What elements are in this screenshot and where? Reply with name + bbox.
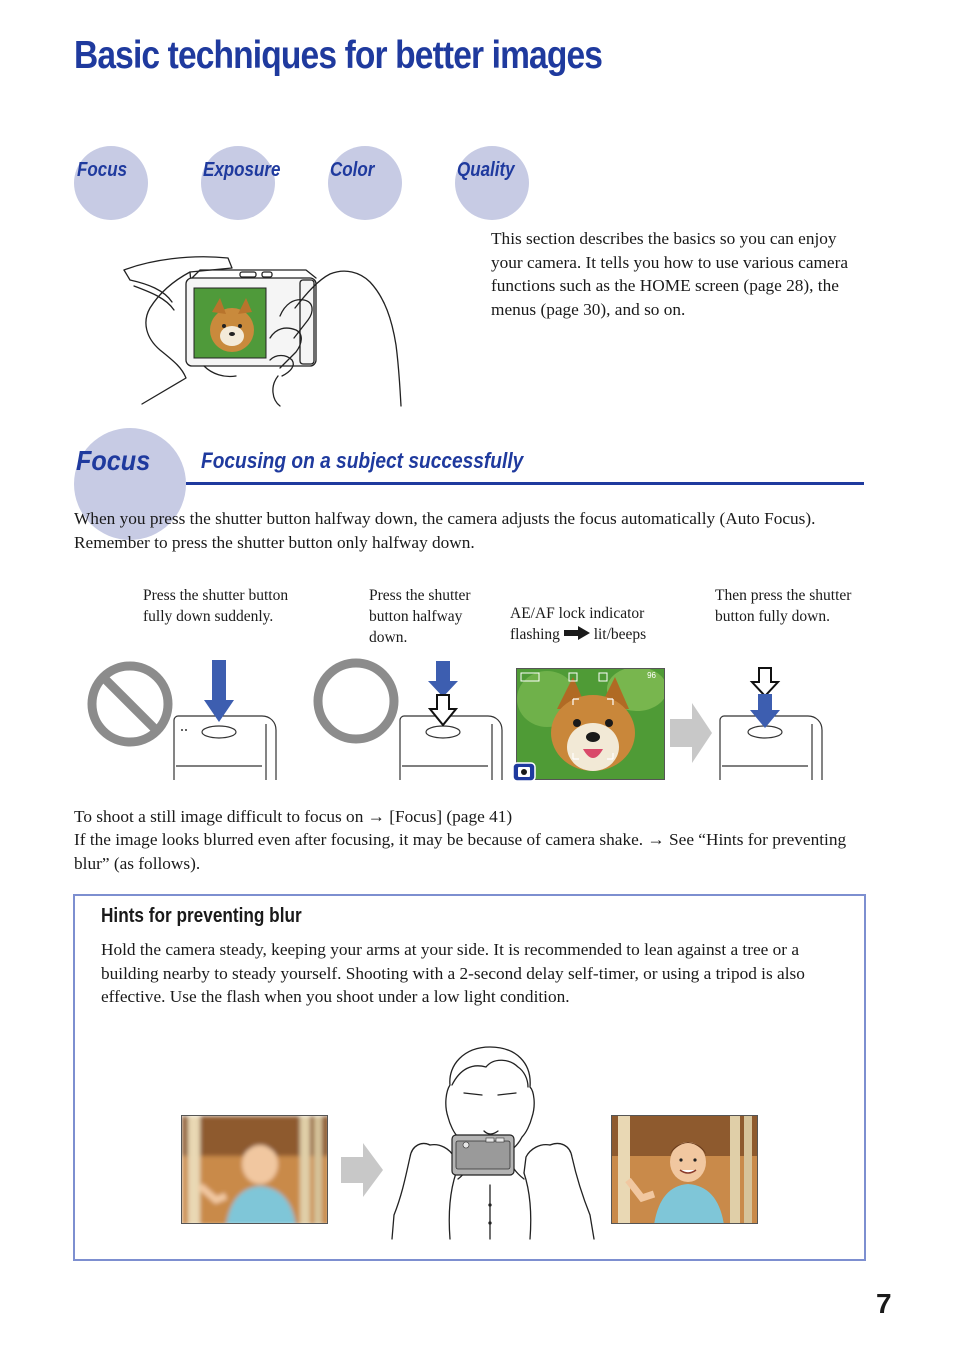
- lcd-screen-photo: [516, 668, 665, 780]
- arrow-right-icon: [564, 626, 590, 640]
- step-half-press-illustration: [312, 657, 507, 782]
- caption-indicator-result: lit/beeps: [593, 626, 647, 643]
- topic-circle-focus: [74, 146, 148, 220]
- topic-circle-quality: [455, 146, 529, 220]
- focus-note-1: [74, 805, 864, 829]
- page-number: 7: [876, 1288, 892, 1319]
- hints-body: Hold the camera steady, keeping your arms at your side. It is recommended to lean against a tree or a building nearby to steady yourself. Shooting with a 2-second delay self-timer, or using a tripod is also effective. Use the flash when you shoot under a low light condition.: [101, 940, 805, 1007]
- next-step-arrow-icon: [670, 703, 712, 763]
- sharp-photo: [611, 1115, 758, 1224]
- focus-note-2: [74, 828, 864, 875]
- focus-note-1-link: [Focus] (page 41): [389, 807, 513, 826]
- ae-af-lock-indicator-icon: [512, 762, 536, 782]
- lcd-shots-remaining: 96: [647, 671, 656, 680]
- topic-label-color: Color: [330, 159, 375, 181]
- focus-paragraph: When you press the shutter button halfway down, the camera adjusts the focus automatically (Auto Focus). Remember to press the shutter button only halfway down.: [74, 509, 816, 552]
- caption-indicator: [510, 603, 700, 645]
- focus-section-subheading: Focusing on a subject successfully: [201, 448, 524, 473]
- topic-label-quality: Quality: [457, 159, 515, 181]
- step-wrong-full-press-illustration: [86, 660, 281, 782]
- caption-indicator-line1: AE/AF lock indicator: [510, 605, 645, 622]
- blurred-photo: [181, 1115, 328, 1224]
- caption-then-full-press: Then press the shutter button fully down.: [715, 587, 852, 625]
- focus-note-2-link: See “Hints for preventing blur” (as follows).: [74, 830, 847, 873]
- caption-half-press: Press the shutter button halfway down.: [369, 587, 471, 646]
- hands-holding-camera-illustration: [120, 250, 405, 408]
- ok-ring-icon: [318, 663, 394, 739]
- prohibited-icon: [92, 666, 168, 742]
- hints-title: Hints for preventing blur: [101, 905, 302, 927]
- arrow-icon: →: [367, 807, 385, 826]
- person-holding-camera-illustration: [390, 1045, 596, 1241]
- topic-circle-exposure: [201, 146, 275, 220]
- topic-label-focus: Focus: [77, 159, 128, 181]
- arrow-icon: →: [647, 830, 665, 849]
- focus-section-heading: Focus: [76, 445, 151, 476]
- topic-circle-color: [328, 146, 402, 220]
- caption-indicator-flashing: flashing: [510, 626, 560, 643]
- section-divider: [186, 482, 864, 485]
- focus-note-2-text: If the image looks blurred even after focusing, it may be because of camera shake.: [74, 830, 644, 849]
- caption-wrong-press: Press the shutter button fully down suddenly.: [143, 587, 289, 625]
- step-full-press-illustration: [716, 664, 826, 782]
- page-title: Basic techniques for better images: [74, 34, 603, 77]
- focus-note-1-text: To shoot a still image difficult to focus on: [74, 807, 364, 826]
- intro-text: This section describes the basics so you can enjoy your camera. It tells you how to use various camera functions such as the HOME screen (page 28), the menus (page 30), and so on.: [491, 229, 849, 320]
- result-arrow-icon: [341, 1143, 383, 1197]
- topic-label-exposure: Exposure: [203, 159, 281, 181]
